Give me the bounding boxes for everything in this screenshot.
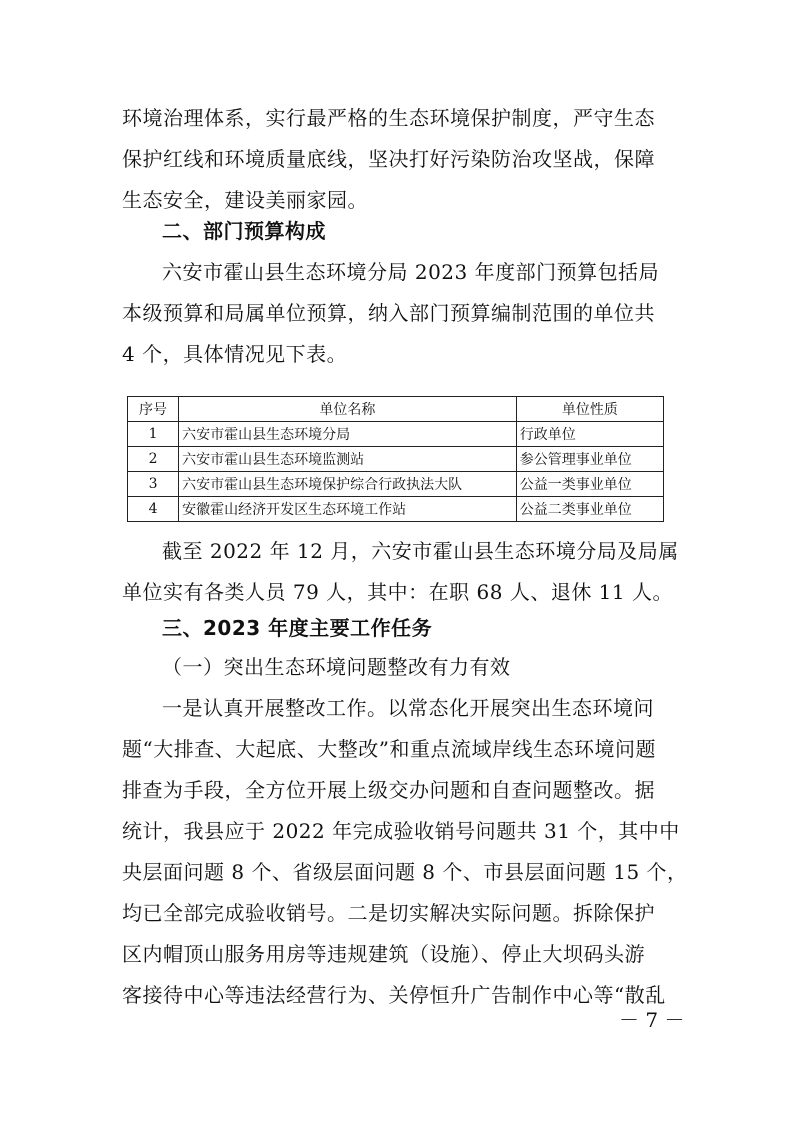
text-line: 题“大排查、大起底、大整改”和重点流域岸线生态环境问题: [122, 737, 656, 761]
text-line: 保护红线和环境质量底线，坚决打好污染防治攻坚战，保障: [122, 147, 655, 171]
row-unit-name: 六安市霍山县生态环境保护综合行政执法大队: [179, 472, 517, 497]
row-unit-name: 六安市霍山县生态环境分局: [179, 422, 517, 447]
row-unit-type: 参公管理事业单位: [516, 447, 663, 472]
paragraph-staffing: [122, 531, 679, 613]
text-line: 本级预算和局属单位预算，纳入部门预算编制范围的单位共: [122, 301, 655, 325]
row-unit-type: 行政单位: [516, 422, 663, 447]
row-index: 2: [128, 447, 179, 472]
table-row: [128, 422, 664, 447]
row-index: 3: [128, 472, 179, 497]
paragraph-intro-continued: [122, 98, 672, 221]
section-heading-budget-structure: 二、部门预算构成: [162, 219, 326, 243]
row-index: 4: [128, 497, 179, 522]
text-line: 排查为手段，全方位开展上级交办问题和自查问题整改。据: [122, 778, 655, 802]
text-line: 六安市霍山县生态环境分局 2023 年度部门预算包括局: [162, 260, 660, 284]
table-header-row: [128, 397, 664, 422]
paragraph-budget-scope: [122, 252, 672, 375]
text-line: 单位实有各类人员 79 人，其中：在职 68 人、退休 11 人。: [122, 580, 673, 604]
page-number: － 7 －: [619, 1008, 685, 1032]
subsection-heading-rectification: （一）突出生态环境问题整改有力有效: [162, 655, 511, 679]
column-header-unit-type: 单位性质: [516, 397, 663, 422]
text-line: 客接待中心等违法经营行为、关停恒升广告制作中心等“散乱: [122, 983, 666, 1007]
table-row: [128, 472, 664, 497]
row-unit-name: 安徽霍山经济开发区生态环境工作站: [179, 497, 517, 522]
row-unit-name: 六安市霍山县生态环境监测站: [179, 447, 517, 472]
text-line: 统计，我县应于 2022 年完成验收销号问题共 31 个，其中中: [122, 819, 680, 843]
row-unit-type: 公益二类事业单位: [516, 497, 663, 522]
text-line: 均已全部完成验收销号。二是切实解决实际问题。拆除保护: [122, 901, 655, 925]
column-header-unit-name: 单位名称: [179, 397, 517, 422]
text-line: 一是认真开展整改工作。以常态化开展突出生态环境问: [162, 696, 654, 720]
column-header-index: 序号: [128, 397, 179, 422]
table-row: [128, 447, 664, 472]
text-line: 区内帽顶山服务用房等违规建筑（设施）、停止大坝码头游: [122, 942, 645, 966]
paragraph-rectification: [122, 688, 688, 1016]
section-heading-main-tasks: 三、2023 年度主要工作任务: [162, 616, 433, 640]
text-line: 4 个，具体情况见下表。: [122, 342, 348, 366]
text-line: 生态安全，建设美丽家园。: [122, 188, 368, 212]
text-line: 截至 2022 年 12 月，六安市霍山县生态环境分局及局属: [162, 539, 679, 563]
text-line: 央层面问题 8 个、省级层面问题 8 个、市县层面问题 15 个，: [122, 860, 688, 884]
units-table: [127, 396, 664, 522]
text-line: 环境治理体系，实行最严格的生态环境保护制度，严守生态: [122, 106, 655, 130]
row-unit-type: 公益一类事业单位: [516, 472, 663, 497]
table-row: [128, 497, 664, 522]
row-index: 1: [128, 422, 179, 447]
